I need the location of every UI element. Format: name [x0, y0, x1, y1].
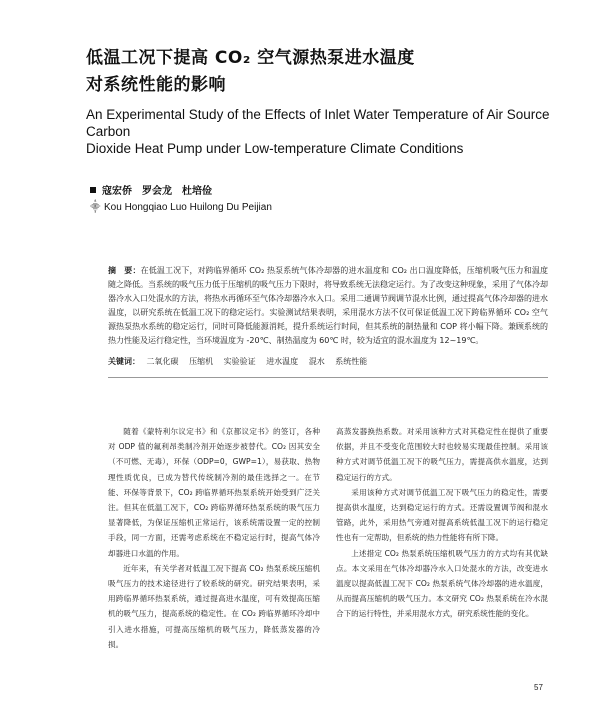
title-cn-line-2: 对系统性能的影响 [86, 75, 226, 95]
bullet-mark-icon: ⸎ [90, 202, 101, 213]
square-bullet-icon [90, 187, 96, 193]
title-en-line-1: An Experimental Study of the Effects of Inlet Water Temperature of Air Source Carbon [86, 107, 550, 139]
title-en-line-2: Dioxide Heat Pump under Low-temperature Climate Conditions [86, 141, 464, 156]
authors-en-text: Kou Hongqiao Luo Huilong Du Peijian [104, 202, 272, 213]
abstract-label: 摘 要： [108, 266, 141, 275]
keyword: 混水 [308, 357, 325, 366]
abstract [108, 264, 548, 348]
page-number: 57 [534, 683, 543, 692]
authors-cn-text: 寇宏侨 罗会龙 杜培俭 [102, 186, 212, 197]
keyword: 二氧化碳 [146, 357, 179, 366]
keyword: 进水温度 [266, 357, 299, 366]
keyword: 压缩机 [189, 357, 214, 366]
divider [108, 377, 548, 378]
authors-chinese [90, 182, 212, 197]
body-paragraph: 高蒸发器换热系数。对采用该种方式对其稳定性在提供了重要依据，并且不受变化范围较大时也较易实现最佳控制。采用该种方式对调节低温工况下的吸气压力，需提高供水温度，达到稳定运行的方式。 [336, 427, 548, 482]
title-cn-line-1: 低温工况下提高 CO₂ 空气源热泵进水温度 [86, 48, 415, 68]
title-chinese [86, 45, 546, 99]
body-paragraph: 上述措定 CO₂ 热泵系统压缩机吸气压力的方式均有其优缺点。本文采用在气体冷却器冷水入口处混水的方法，改变进水温度以提高低温工况下 CO₂ 热泵系统气体冷却器的进水温度，从而提高压缩机的吸气压力。本文研究 CO₂ 热泵系统在冷水混合下的运行特性，并采用混水方式，研究系统性能的变化。 [336, 548, 548, 619]
abstract-text: 在低温工况下，对跨临界循环 CO₂ 热泵系统气体冷却器的进水温度和 CO₂ 出口温度降低，压缩机吸气压力和温度随之降低。当系统的吸气压力低于压缩机的吸气压力下限时，将导致系统无法稳定运行。为了改变这种现象，采用了气体冷却器冷水入口处混水的方法，将热水再循环至气体冷却器冷水入口。采用二通调节阀调节混水比例，通过提高气体冷却器的进水温度，以研究系统在低温工况下的稳定运行。实验测试结果表明，采用混水方法不仅可保证低温工况下跨临界循环 CO₂ 空气源热泵热水系统的稳定运行，同时可降低能源消耗，提升系统运行时间，但其系统的制热量和 COP 将小幅下降。兼顾系统的热力性能及运行稳定性，当环境温度为 -20℃、制热温度为 60℃ 时，较为适宜的混水温度为 12~19℃。 [108, 266, 548, 345]
body-column-left [108, 424, 320, 652]
keywords-label: 关键词： [108, 357, 140, 366]
authors-english [90, 199, 272, 213]
body-paragraph: 随着《蒙特利尔议定书》和《京都议定书》的签订，各种对 ODP 值的氟利昂类制冷剂开始逐步被替代。CO₂ 因其安全（不可燃、无毒），环保（ODP=0，GWP=1），易获取、热物理性质优良，已成为替代传统制冷剂的最佳选择之一。在节能、环保等背景下，CO₂ 跨临界循环热泵系统开始受到广泛关注。但其在低温工况下，CO₂ 跨临界循环热泵系统的吸气压力显著降低，为保证压缩机正常运行，该系统需设置一定的控制手段，同一方面，还需考虑系统在不稳定运行时，提高气体冷却器进口水温的作用。 [108, 427, 320, 558]
body-paragraph: 采用该种方式对调节低温工况下吸气压力的稳定性，需要提高供水温度，达到稳定运行的方式。还需设置调节阀和混水管路，此外，采用热气旁通对提高系统低温工况下的运行稳定性也有一定帮助，但系统的热力性能将有所下降。 [336, 487, 548, 543]
body-paragraph: 近年来，有关学者对低温工况下提高 CO₂ 热泵系统压缩机吸气压力的技术途径进行了较系统的研究。研究结果表明，采用跨临界循环热泵系统，通过提高进水温度，可有效提高压缩机的吸气压力，提高系统的稳定性。在 CO₂ 跨临界循环冷却中引入进水措施，可提高压缩机的吸气压力，降低蒸发器的冷损。 [108, 563, 320, 649]
keyword: 实验验证 [223, 357, 256, 366]
title-english [86, 106, 566, 157]
keywords [108, 356, 548, 367]
keyword: 系统性能 [335, 357, 368, 366]
body-column-right [336, 424, 548, 622]
